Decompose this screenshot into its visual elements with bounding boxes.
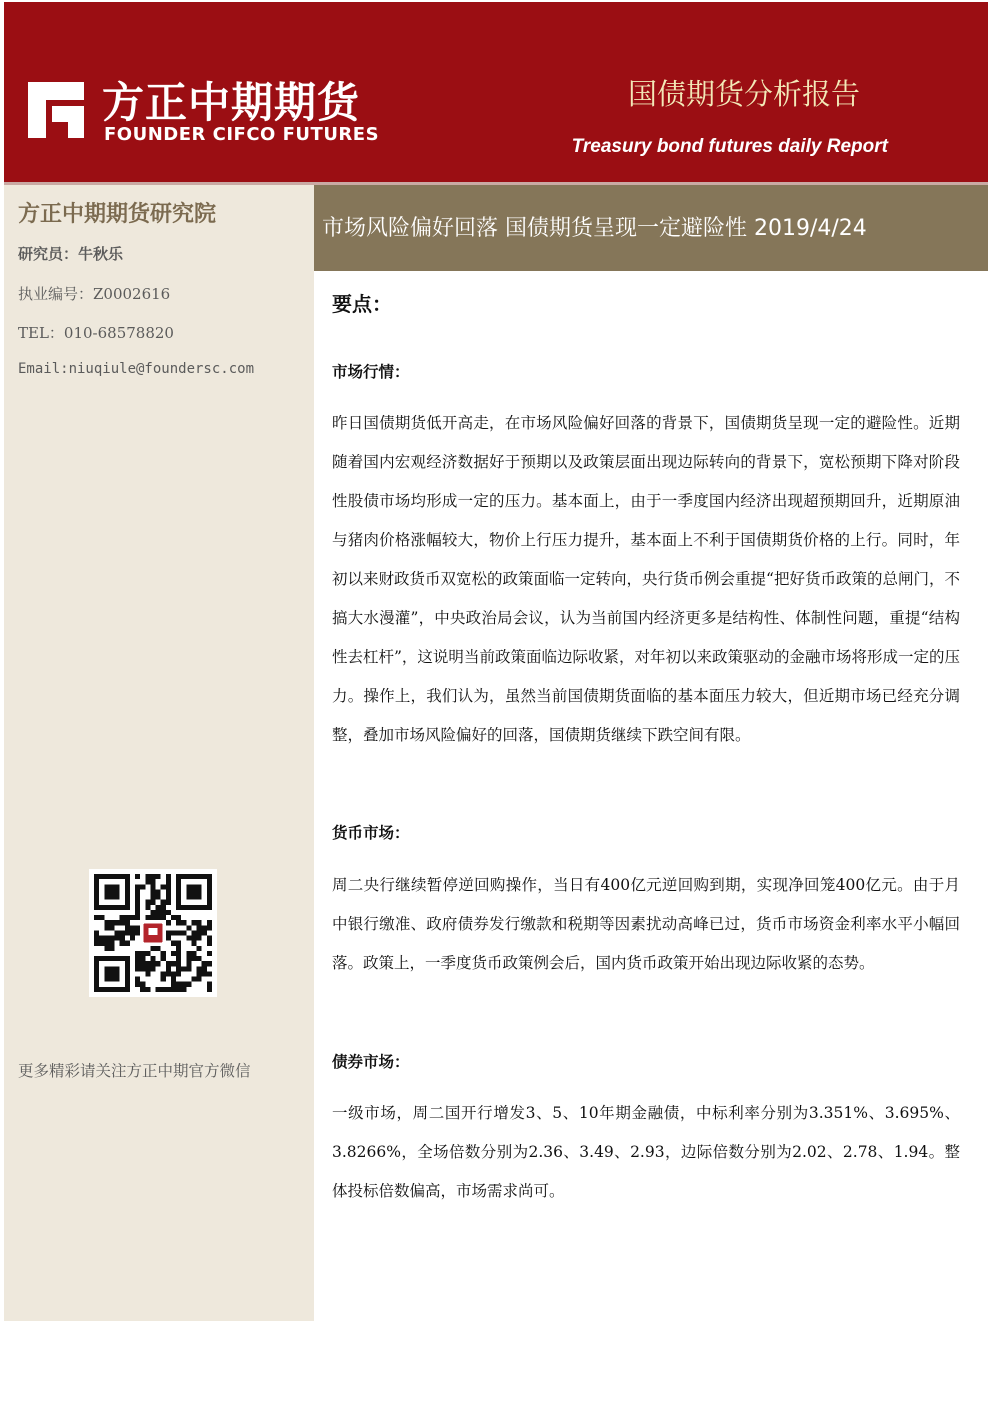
section-title-bond-market: 债券市场： [332,1053,410,1071]
brand-name-cn: 方正中期期货 [102,78,361,127]
founder-logo-icon [24,78,88,142]
brand-name-en: FOUNDER CIFCO FUTURES [104,124,380,145]
institute-name: 方正中期期货研究院 [18,202,217,227]
section-text-bond-market: 一级市场，周二国开行增发3、5、10年期金融债，中标利率分别为3.351%、3.695%、3.8266%，全场倍数分别为2.36、3.49、2.93，边际倍数分别为2.02、2.78、1.94。整体投标倍数偏高，市场需求尚可。 [332,1104,960,1200]
headline-bar [314,185,988,271]
email-address[interactable]: Email:niuqiule@foundersc.com [18,361,255,377]
header-banner [4,2,988,185]
headline-title: 市场风险偏好回落 国债期货呈现一定避险性 2019/4/24 [322,216,867,241]
report-title: 国债期货分析报告 [627,77,860,111]
key-points-heading: 要点： [332,292,392,316]
phone-number: TEL：010-68578820 [18,324,174,342]
report-subtitle: Treasury bond futures daily Report [571,136,888,157]
researcher-name: 研究员：牛秋乐 [18,245,124,263]
section-text-money-market: 周二央行继续暂停逆回购操作，当日有400亿元逆回购到期，实现净回笼400亿元。由于月中银行缴准、政府债券发行缴款和税期等因素扰动高峰已过，货币市场资金利率水平小幅回落。政策上，一季度货币政策例会后，国内货币政策开始出现边际收紧的态势。 [332,876,960,972]
section-text-market: 昨日国债期货低开高走，在市场风险偏好回落的背景下，国债期货呈现一定的避险性。近期随着国内宏观经济数据好于预期以及政策层面出现边际转向的背景下，宽松预期下降对阶段性股债市场均形成一定的压力。基本面上，由于一季度国内经济出现超预期回升，近期原油与猪肉价格涨幅较大，物价上行压力提升，基本面上不利于国债期货价格的上行。同时，年初以来财政货币双宽松的政策面临一定转向，央行货币例会重提“把好货币政策的总闸门，不搞大水漫灌”，中央政治局会议，认为当前国内经济更多是结构性、体制性问题，重提“结构性去杠杆”，这说明当前政策面临边际收紧，对年初以来政策驱动的金融市场将形成一定的压力。操作上，我们认为，虽然当前国债期货面临的基本面压力较大，但近期市场已经充分调整，叠加市场风险偏好的回落，国债期货继续下跌空间有限。 [332,414,960,744]
follow-wechat-text: 更多精彩请关注方正中期官方微信 [18,1062,251,1080]
license-number: 执业编号：Z0002616 [18,285,171,303]
section-title-market: 市场行情： [332,363,410,381]
qr-code-icon [89,869,217,997]
section-title-money-market: 货币市场： [332,824,410,842]
sidebar [4,185,314,1321]
